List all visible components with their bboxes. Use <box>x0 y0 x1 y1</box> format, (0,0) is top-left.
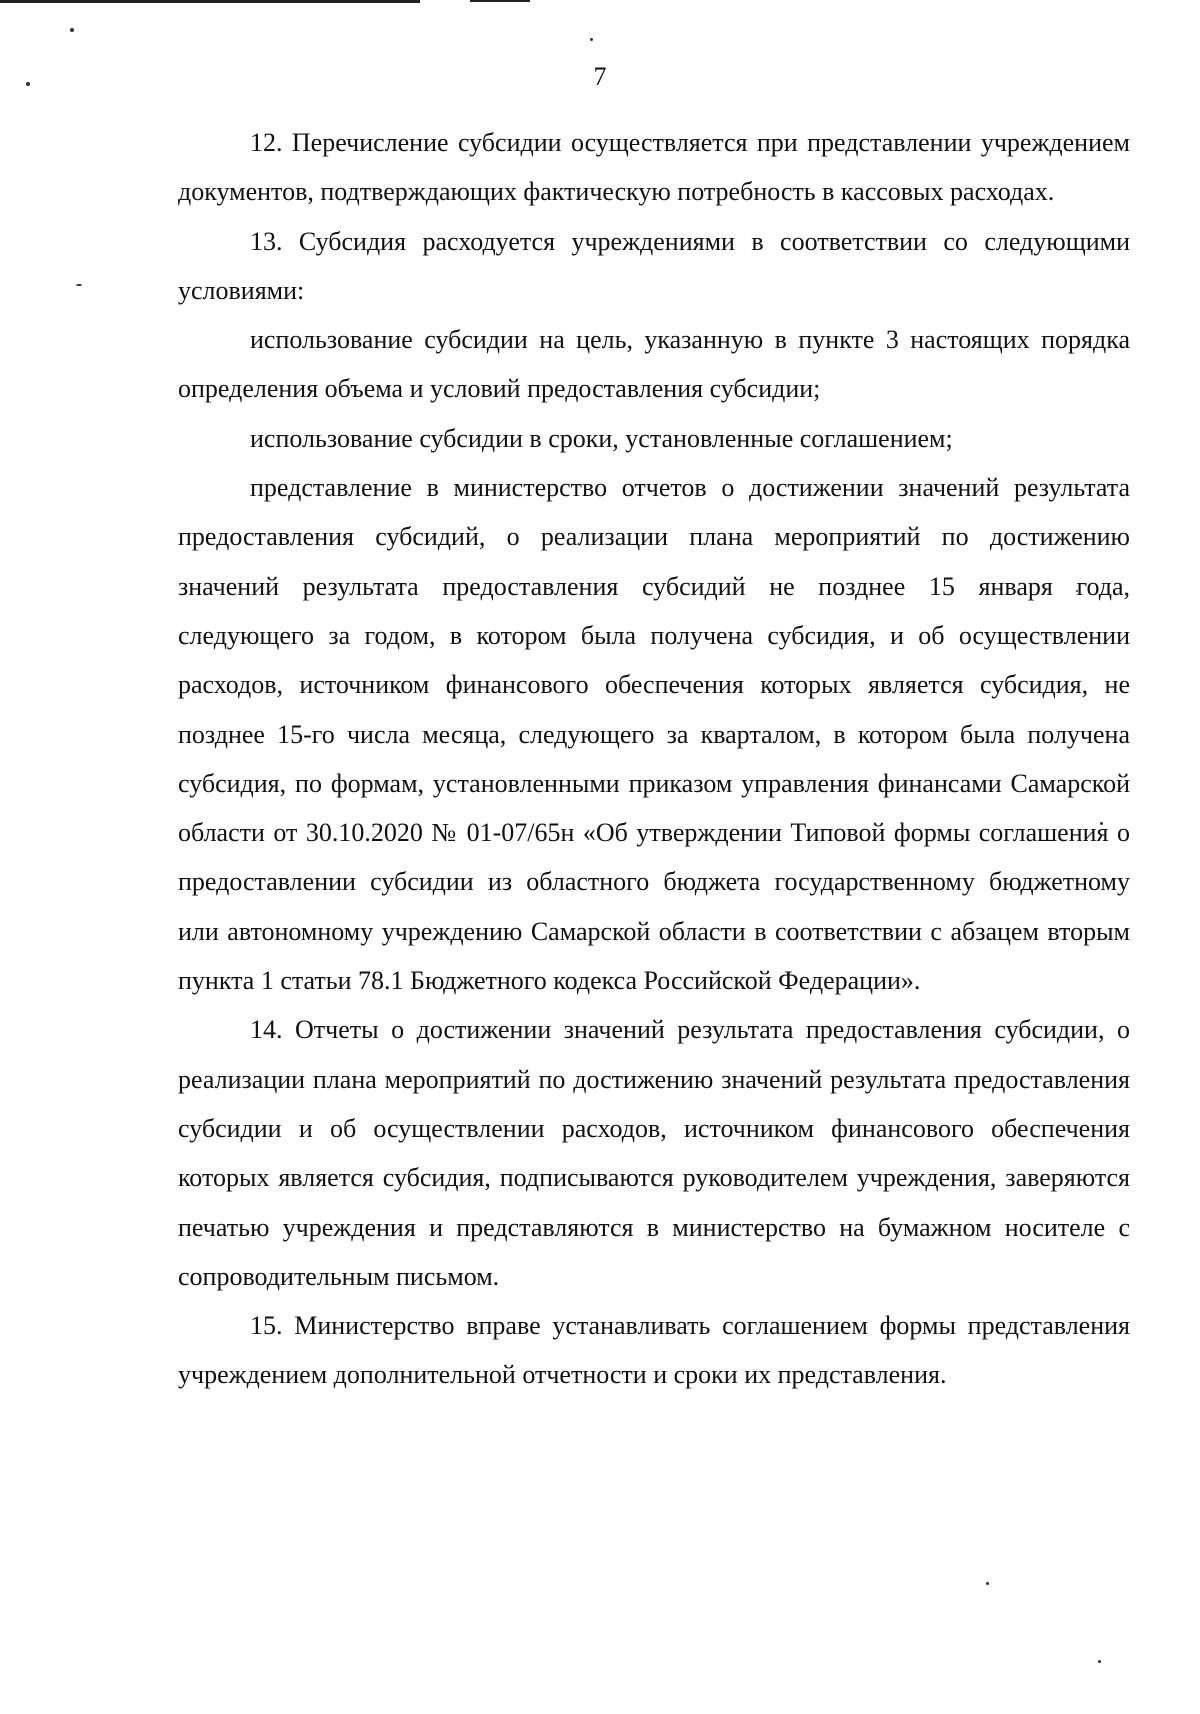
scan-top-edge-rule <box>0 0 420 3</box>
paragraph-item-12: 12. Перечисление субсидии осуществляется при представлении учреждением документов, подтверждающих фактическую потребность в кассовых расходах. <box>178 128 1130 207</box>
scan-speck <box>1098 1660 1101 1663</box>
scan-speck <box>590 38 593 41</box>
paragraph-condition-deadlines: использование субсидии в сроки, установленные соглашением; <box>250 423 953 453</box>
paragraph-item-15: 15. Министерство вправе устанавливать соглашением формы представления учреждением дополнительной отчетности и сроки их представления. <box>178 1311 1130 1390</box>
paragraph-condition-purpose: использование субсидии на цель, указанную в пункте 3 настоящих порядка определения объема и условий предоставления субсидии; <box>178 325 1130 404</box>
paragraph-item-13: 13. Субсидия расходуется учреждениями в соответствии со следующими условиями: <box>178 226 1130 305</box>
paragraph-condition-reports: представление в министерство отчетов о достижении значений результата предоставления субсидий, о реализации плана мероприятий по достижению значений результата предоставления субсидий не позднее 15 января года, следующего за годом, в котором была получена субсидия, и об осуществлении расходов, источником финансового обеспечения которых является субсидия, не позднее 15-го числа месяца, следующего за кварталом, в котором была получена субсидия, по формам, установленными приказом управления финансами Самарской области от 30.10.2020 № 01-07/65н «Об утверждении Типовой формы соглашения о предоставлении субсидии из областного бюджета государственному бюджетному или автономному учреждению Самарской области в соответствии с абзацем вторым пункта 1 статьи 78.1 Бюджетного кодекса Российской Федерации». <box>178 473 1130 996</box>
page-number: 7 <box>593 62 607 91</box>
paragraph-item-14: 14. Отчеты о достижении значений результата предоставления субсидии, о реализации плана мероприятий по достижению значений результата предоставления субсидии и об осуществлении расходов, источником финансового обеспечения которых является субсидия, подписываются руководителем учреждения, заверяются печатью учреждения и представляются в министерство на бумажном носителе с сопроводительным письмом. <box>178 1015 1130 1291</box>
scan-speck <box>70 28 74 32</box>
scan-speck <box>986 1582 989 1585</box>
scan-top-edge-rule-fragment <box>470 0 530 2</box>
scan-speck <box>76 284 82 286</box>
document-body <box>178 118 1130 1400</box>
